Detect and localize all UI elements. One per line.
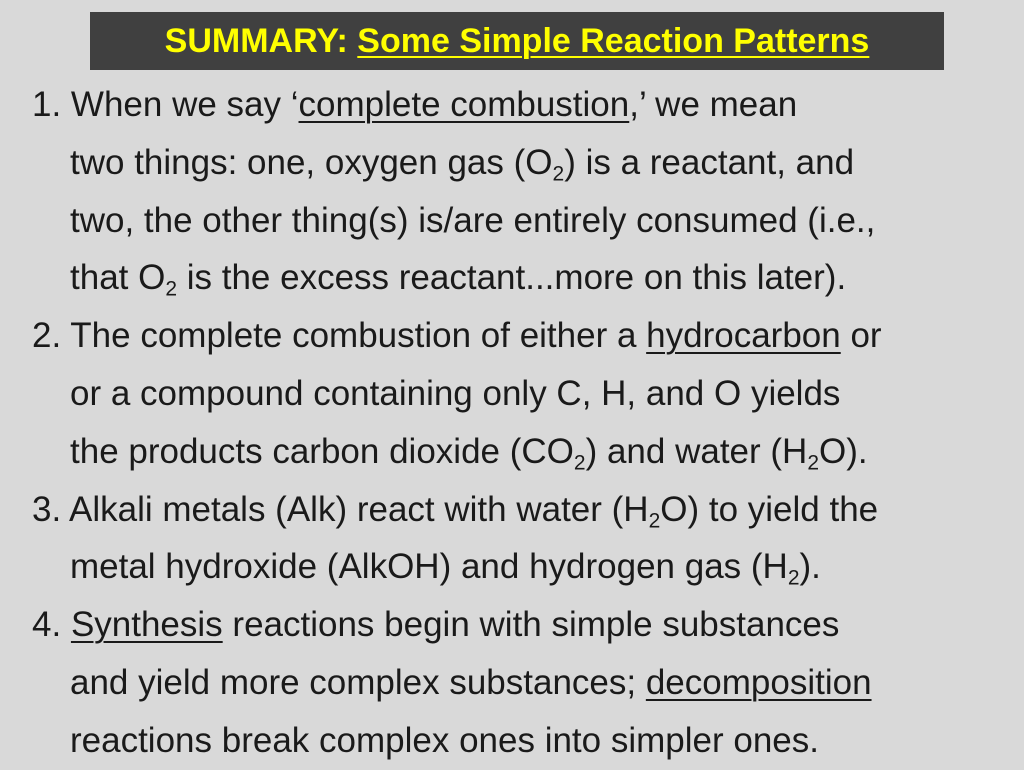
subscript: 2 — [165, 277, 178, 301]
item-1-line-4 — [32, 249, 1012, 307]
slide-title — [90, 12, 944, 70]
item-2-number: 2. — [32, 316, 62, 356]
text-span: The complete combustion of either a — [61, 316, 647, 356]
item-3-number: 3. — [32, 489, 62, 529]
text-span: reactions begin with simple substances — [222, 605, 840, 645]
text-span: ) is a reactant, and — [564, 142, 855, 182]
item-1-line-1 — [32, 76, 1012, 134]
item-4-line-2 — [32, 654, 1012, 712]
term-hydrocarbon: hydrocarbon — [646, 316, 841, 356]
text-span: ). — [799, 547, 821, 587]
text-span: ) and water (H — [585, 431, 808, 471]
text-span: the products carbon dioxide (CO — [70, 431, 574, 471]
item-4-line-3 — [32, 712, 1012, 770]
text-span: or a compound containing only C, H, and O yields — [70, 373, 841, 413]
subscript: 2 — [552, 162, 565, 186]
item-2-line-3 — [32, 423, 1012, 481]
text-span: metal hydroxide (AlkOH) and hydrogen gas (H — [70, 547, 788, 587]
item-2-line-2 — [32, 365, 1012, 423]
text-span: two things: one, oxygen gas (O — [70, 142, 553, 182]
item-2-line-1 — [32, 307, 1012, 365]
item-1-line-3 — [32, 192, 1012, 250]
summary-list — [32, 76, 1012, 770]
text-span: O). — [819, 431, 868, 471]
item-3-line-2 — [32, 538, 1012, 596]
text-span: and yield more complex substances; — [70, 662, 646, 702]
term-synthesis: Synthesis — [70, 605, 223, 645]
item-3-line-1 — [32, 481, 1012, 539]
text-span: two, the other thing(s) is/are entirely consumed (i.e., — [70, 200, 876, 240]
text-span: ,’ we mean — [629, 85, 798, 124]
title-main: Some Simple Reaction Patterns — [357, 22, 870, 60]
subscript: 2 — [648, 508, 661, 532]
text-span: is the excess reactant...more on this later). — [177, 258, 847, 298]
item-4-number: 4. — [32, 605, 62, 645]
item-1-line-2 — [32, 134, 1012, 192]
text-span: or — [840, 316, 882, 356]
text-span: O) to yield the — [660, 489, 879, 529]
text-span: that O — [70, 258, 166, 298]
text-span: Alkali metals (Alk) react with water (H — [61, 489, 649, 529]
subscript: 2 — [807, 451, 820, 475]
item-1-number: 1. — [32, 85, 62, 124]
text-span: When we say ‘ — [61, 85, 299, 124]
term-decomposition: decomposition — [645, 662, 872, 702]
subscript: 2 — [787, 566, 800, 590]
item-4-line-1 — [32, 596, 1012, 654]
text-span: reactions break complex ones into simpler ones. — [70, 720, 819, 760]
term-complete-combustion: complete combustion — [298, 85, 630, 124]
subscript: 2 — [573, 451, 586, 475]
title-prefix: SUMMARY: — [164, 22, 358, 60]
